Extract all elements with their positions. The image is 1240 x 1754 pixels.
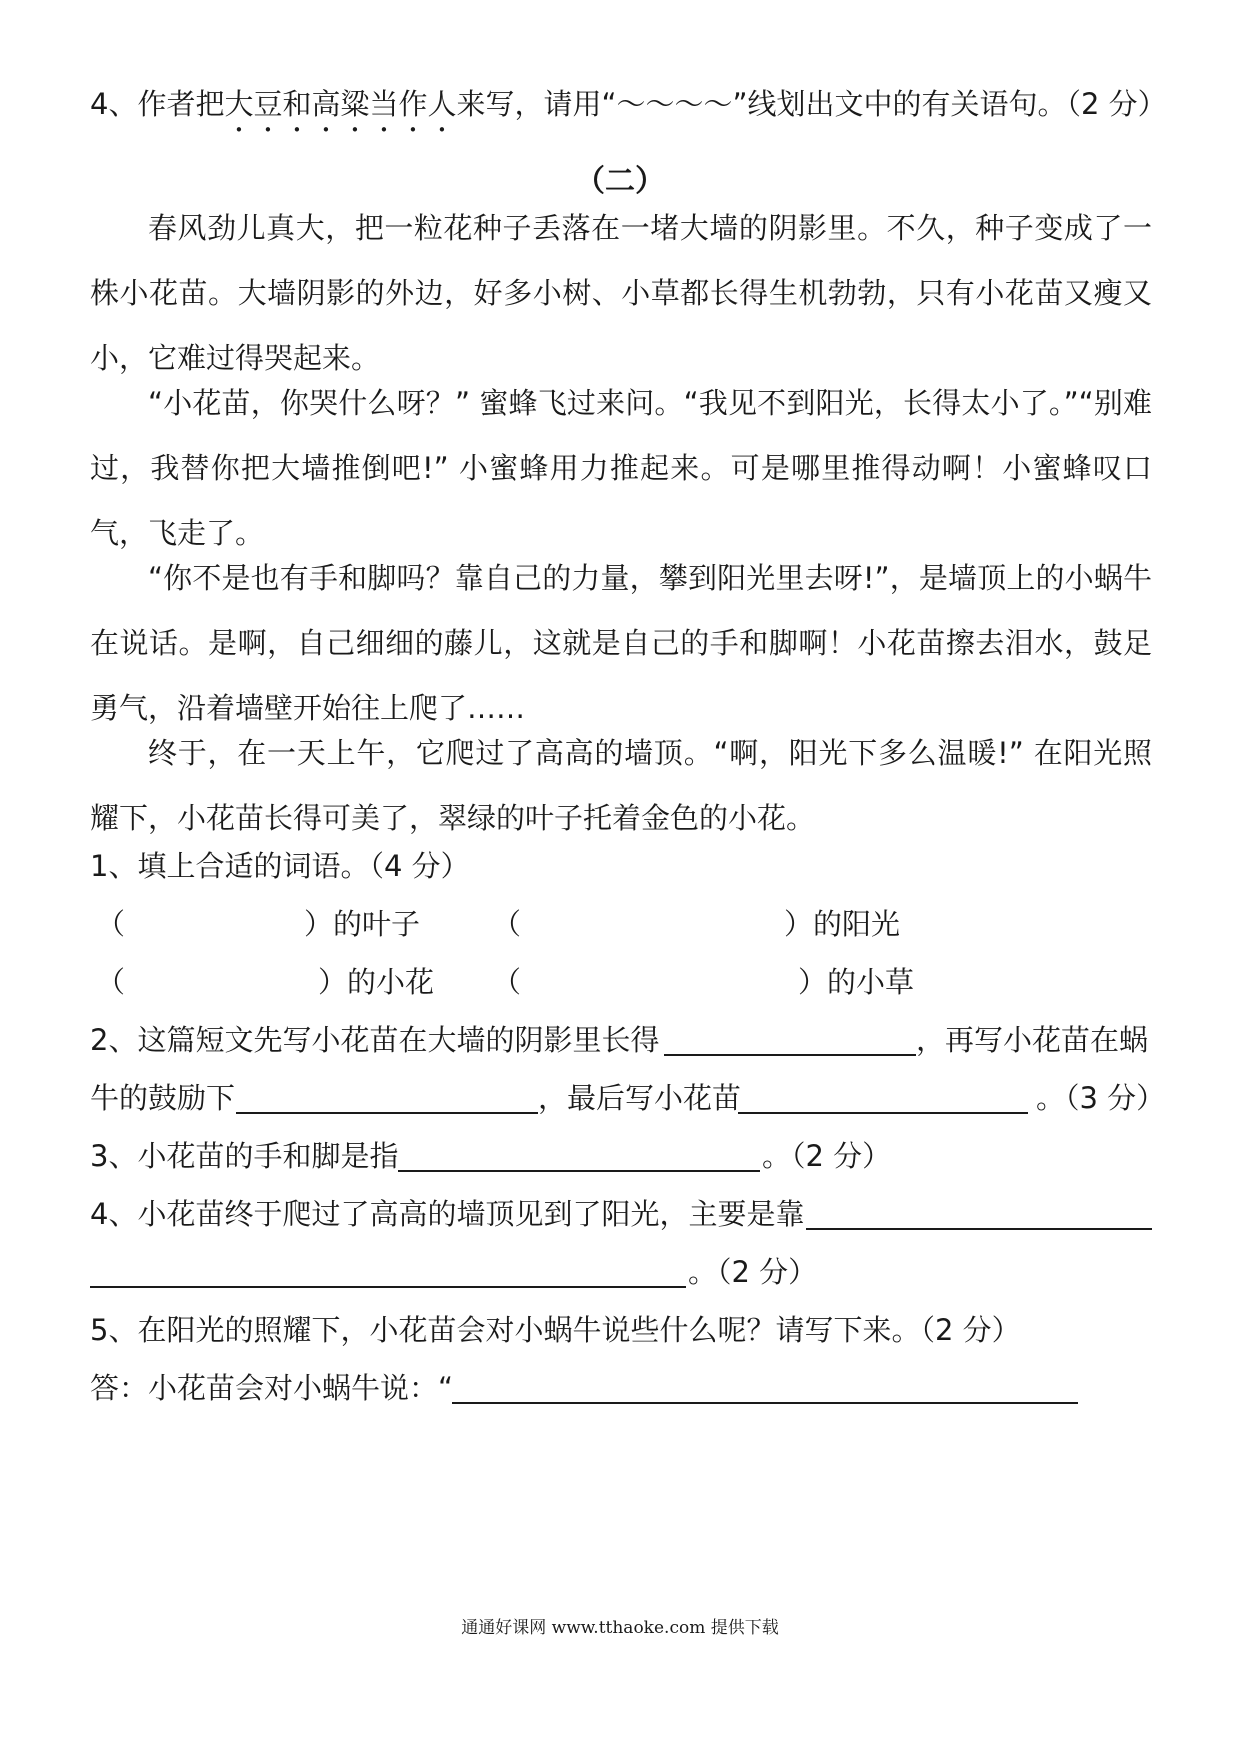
prev-q4-suffix: 来写，请用“～～～～”线划出文中的有关语句。（2 分）	[456, 87, 1167, 121]
question-5: 5、在阳光的照耀下，小花苗会对小蜗牛说些什么呢？请写下来。（2 分）	[90, 1313, 1021, 1347]
q2-part-5: 。（3 分）	[1036, 1081, 1166, 1115]
passage-paragraph-1: 春风劲儿真大，把一粒花种子丢落在一堵大墙的阴影里。不久，种子变成了一株小花苗。大墙阴影的外边，好多小树、小草都长得生机勃勃，只有小花苗又瘦又小，它难过得哭起来。	[90, 211, 1152, 375]
q5-answer-line[interactable]	[452, 1402, 1078, 1404]
passage-paragraph-2: “小花苗，你哭什么呀？” 蜜蜂飞过来问。“我见不到阳光，长得太小了。”“别难过，我替你把大墙推倒吧!” 小蜜蜂用力推起来。可是哪里推得动啊！小蜜蜂叹口气，飞走了。	[90, 386, 1152, 550]
q2-answer-line-2[interactable]	[236, 1112, 538, 1114]
prev-question-4	[90, 84, 1167, 139]
q4-part-1: 4、小花苗终于爬过了高高的墙顶见到了阳光，主要是靠	[90, 1197, 805, 1231]
q2-part-1: 2、这篇短文先写小花苗在大墙的阴影里长得	[90, 1023, 660, 1057]
q1-blank-b-label: ）的阳光	[784, 907, 901, 941]
passage-paragraph-3: “你不是也有手和脚吗？靠自己的力量，攀到阳光里去呀!”，是墙顶上的小蜗牛在说话。是啊，自己细细的藤儿，这就是自己的手和脚啊！小花苗擦去泪水，鼓足勇气，沿着墙壁开始往上爬了……	[90, 561, 1152, 725]
q2-part-2: ，再写小花苗在蜗	[916, 1023, 1149, 1057]
q1-blank-c-label: ）的小花	[318, 965, 435, 999]
section-title: （二）	[575, 164, 665, 199]
q2-part-3: 牛的鼓励下	[90, 1081, 236, 1115]
q2-answer-line-1[interactable]	[664, 1054, 916, 1056]
q1-blank-c-open: （	[96, 965, 126, 999]
q2-part-4: ，最后写小花苗	[538, 1081, 742, 1115]
q3-part-1: 3、小花苗的手和脚是指	[90, 1139, 399, 1173]
prev-q4-prefix: 4、作者把	[90, 87, 225, 121]
q2-answer-line-3[interactable]	[738, 1112, 1028, 1114]
q1-blank-a-label: ）的叶子	[304, 907, 421, 941]
q3-answer-line[interactable]	[398, 1170, 760, 1172]
q1-blank-a-open: （	[96, 907, 126, 941]
q4-answer-line-2[interactable]	[90, 1286, 686, 1288]
prev-q4-dotted-text: 大豆和高粱当作人	[224, 87, 457, 121]
q1-blank-d-label: ）的小草	[798, 965, 915, 999]
q5-answer-prefix: 答：小花苗会对小蜗牛说：“	[90, 1371, 454, 1405]
passage-paragraph-4: 终于，在一天上午，它爬过了高高的墙顶。“啊，阳光下多么温暖!” 在阳光照耀下，小花苗长得可美了，翠绿的叶子托着金色的小花。	[90, 736, 1152, 835]
q3-part-2: 。（2 分）	[762, 1139, 892, 1173]
question-1: 1、填上合适的词语。（4 分）	[90, 849, 470, 883]
footer-credit: 通通好课网 www.tthaoke.com 提供下载	[461, 1618, 779, 1638]
q1-blank-d-open: （	[492, 965, 522, 999]
q1-blank-b-open: （	[492, 907, 522, 941]
q4-answer-line-1[interactable]	[806, 1228, 1152, 1230]
q4-part-2: 。（2 分）	[688, 1255, 818, 1289]
